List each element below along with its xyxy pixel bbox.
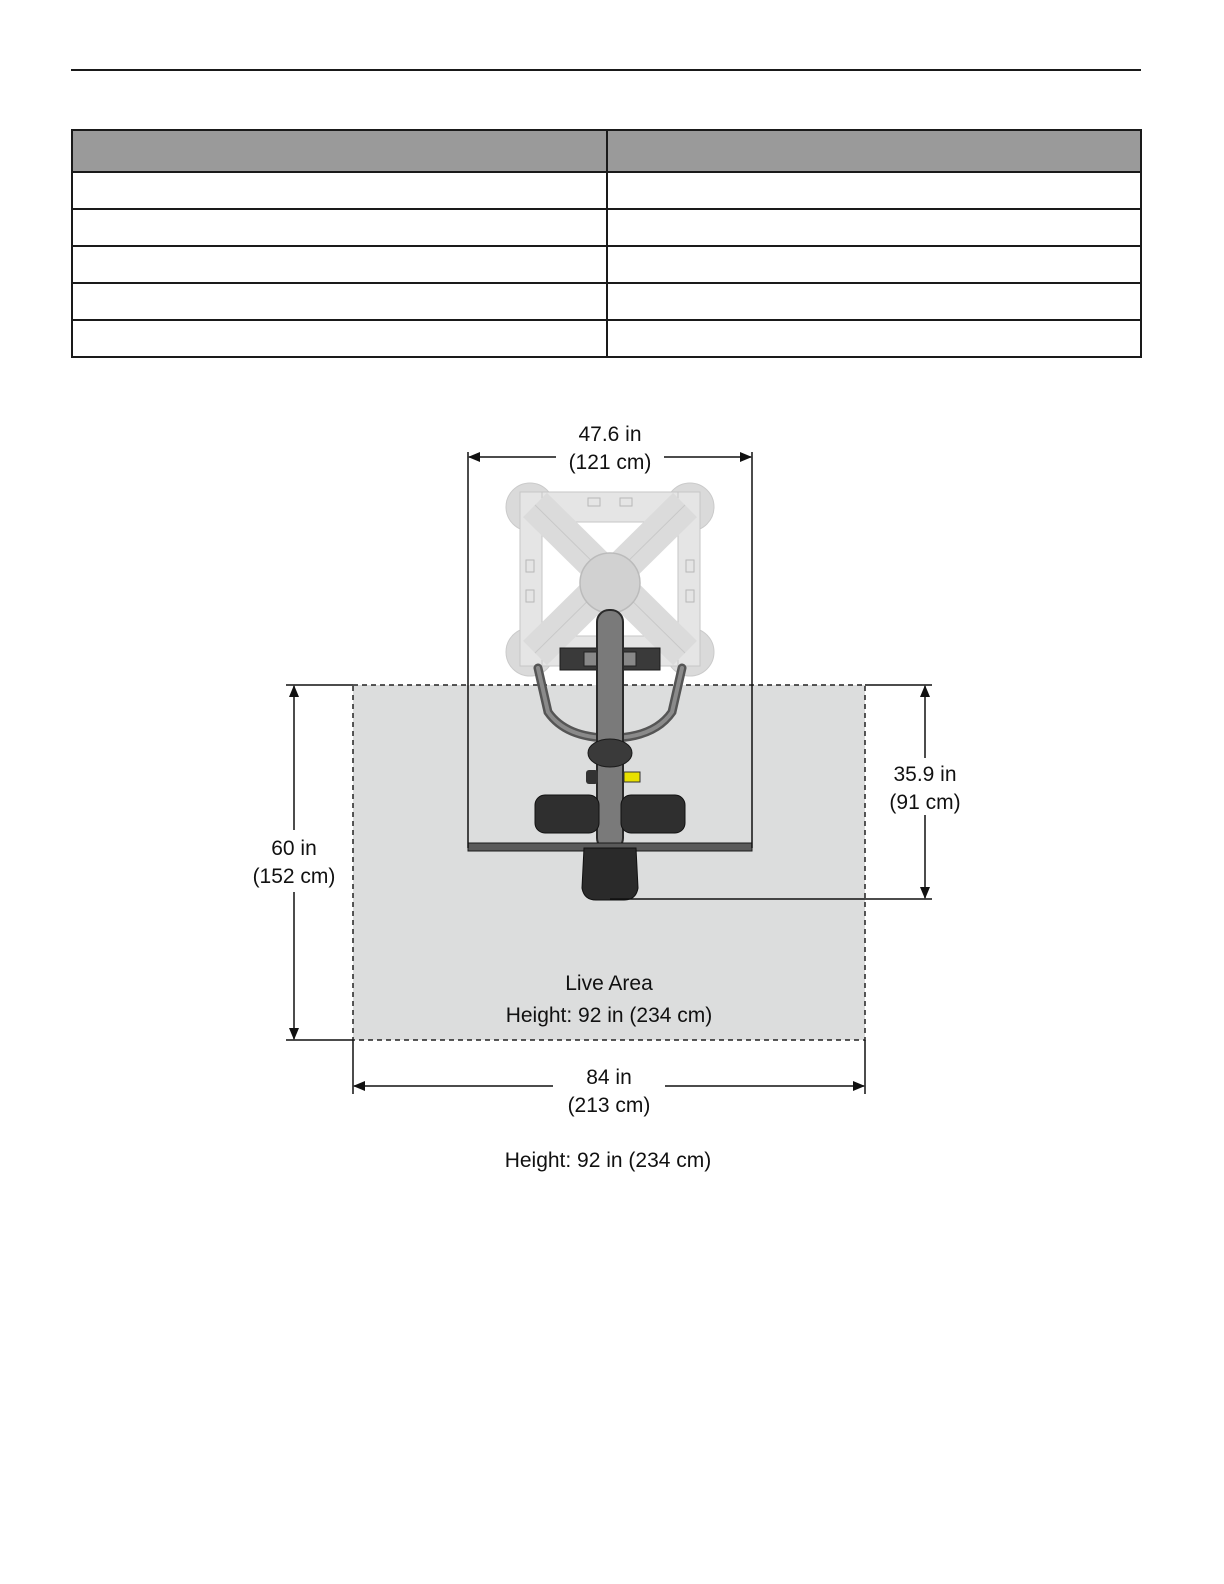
live-area-title: Live Area: [565, 972, 653, 995]
central-beam: [597, 610, 623, 850]
live-width-cm-label: (213 cm): [567, 1094, 651, 1117]
live-depth-cm-label: (152 cm): [252, 865, 336, 888]
seat: [582, 848, 638, 900]
live-area-height: Height: 92 in (234 cm): [505, 1004, 713, 1027]
leg-pad-right: [621, 795, 685, 833]
live-width-in-label: 84 in: [586, 1066, 632, 1089]
depth-cm-label: (91 cm): [889, 791, 961, 814]
live-depth-in-label: 60 in: [271, 837, 317, 860]
depth-in-label: 35.9 in: [893, 763, 957, 786]
diagram-caption: Height: 92 in (234 cm): [504, 1149, 712, 1172]
width-in-label: 47.6 in: [578, 423, 642, 446]
width-cm-label: (121 cm): [568, 451, 652, 474]
adjust-knob: [588, 739, 632, 767]
pop-pin: [624, 772, 640, 782]
leg-pad-left: [535, 795, 599, 833]
